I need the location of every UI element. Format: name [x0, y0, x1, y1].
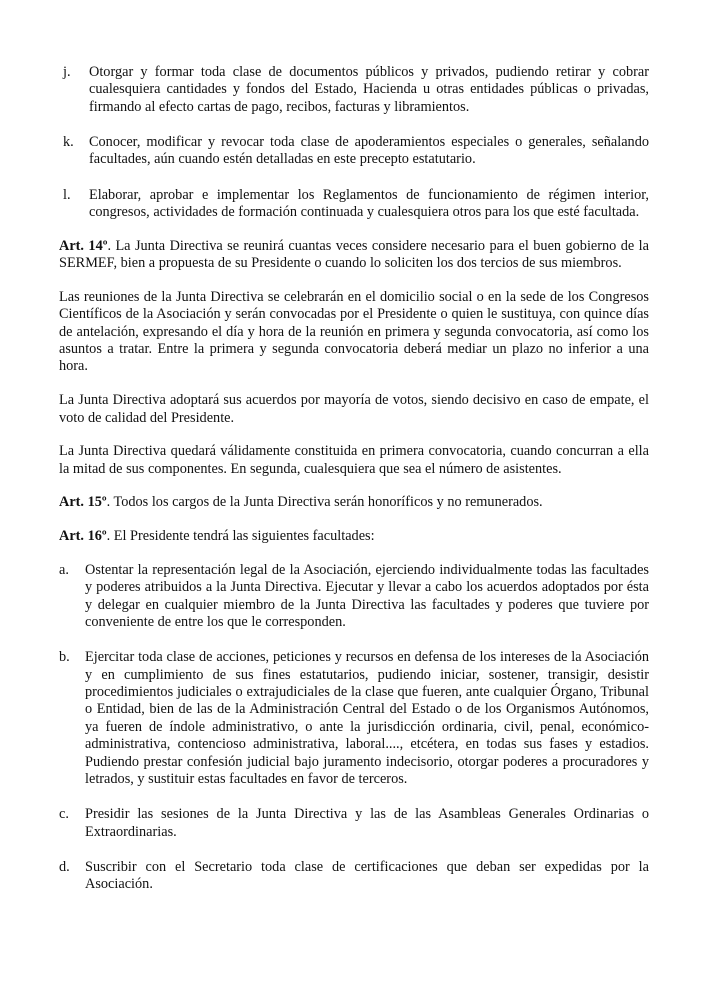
article-15-label: Art. 15º	[59, 494, 107, 511]
list-item-l	[63, 187, 649, 222]
list-item-b	[59, 649, 649, 788]
list-marker: d.	[59, 858, 70, 875]
list-marker: c.	[59, 806, 69, 823]
article-14-text: . La Junta Directiva se reunirá cuantas veces considere necesario para el buen gobierno de la SERMEF, bien a propuesta de su Presidente o cuando lo soliciten los dos tercios de sus miembros.	[59, 237, 649, 272]
list-item-c	[59, 806, 649, 841]
list-marker: b.	[59, 649, 70, 666]
list-item-j	[63, 64, 649, 116]
list-item-text: Otorgar y formar toda clase de documentos públicos y privados, pudiendo retirar y cobrar cualesquiera cantidades y fondos del Estado, Hacienda u otras entidades públicas o privadas, firmando al efecto cartas de pago, recibos, facturas y libramientos.	[89, 64, 649, 115]
list-marker: j.	[63, 64, 71, 80]
article-15-text: . Todos los cargos de la Junta Directiva serán honoríficos y no remunerados.	[106, 494, 543, 511]
list-item-a	[59, 562, 649, 632]
list-marker: k.	[63, 134, 74, 151]
article-16-label: Art. 16º	[59, 528, 107, 545]
article-14-meetings-paragraph: Las reuniones de la Junta Directiva se celebrarán en el domicilio social o en la sede de los Congresos Científicos de la Asociación y serán convocadas por el Presidente o quien le sustituya, con quince días de antelación, expresando el día y hora de la reunión en primera y segunda convocatoria, así como los asuntos a tratar. Entre la primera y segunda convocatoria deberá mediar un plazo no inferior a una hora.	[59, 288, 649, 375]
list-item-text: Ostentar la representación legal de la Asociación, ejerciendo individualmente todas las facultades y poderes atribuidos a la Junta Directiva. Ejecutar y llevar a cabo los acuerdos adoptados por ésta y delegar en cualquier miembro de la Junta Directiva las facultades y poderes que tuviere por conveniente de entre los que le corresponden.	[85, 561, 649, 631]
article-16-paragraph	[59, 528, 649, 545]
article-14-voting-paragraph: La Junta Directiva adoptará sus acuerdos por mayoría de votos, siendo decisivo en caso de empate, el voto de calidad del Presidente.	[59, 392, 649, 426]
list-item-text: Conocer, modificar y revocar toda clase de apoderamientos especiales o generales, señalando facultades, aún cuando estén detalladas en este precepto estatutario.	[89, 134, 649, 168]
list-item-text: Elaborar, aprobar e implementar los Reglamentos de funcionamiento de régimen interior, congresos, actividades de formación continuada y cualesquiera otros para los que esté facultada.	[89, 186, 649, 221]
list-item-d	[59, 859, 649, 894]
article-15-paragraph	[59, 494, 649, 511]
list-marker: l.	[63, 186, 71, 203]
president-powers-list	[59, 562, 649, 894]
document-page	[59, 64, 649, 894]
list-item-text: Suscribir con el Secretario toda clase de certificaciones que deban ser expedidas por la Asociación.	[85, 858, 649, 893]
list-item-k	[63, 134, 649, 169]
list-item-text: Presidir las sesiones de la Junta Directiva y las de las Asambleas Generales Ordinarias o Extraordinarias.	[85, 806, 649, 840]
list-item-text: Ejercitar toda clase de acciones, peticiones y recursos en defensa de los intereses de la Asociación y en cumplimiento de sus fines estatutarios, pudiendo iniciar, sostener, transigir, desistir procedimientos judiciales o extrajudiciales de la clase que fueren, ante cualquier Órgano, Tribunal o Entidad, bien de las de la Administración Central del Estado o de los Organismos Autónomos, ya fueren de índole administrativo, o ante la jurisdicción ordinaria, civil, penal, económico-administrativa, contencioso administrativa, laboral...., etcétera, en todas sus fases y estadios. Pudiendo prestar confesión judicial bajo juramento indecisorio, otorgar poderes a procuradores y letrados, y sustituir estas facultades en favor de terceros.	[85, 649, 649, 788]
article-14-paragraph	[59, 238, 649, 273]
article-16-text: . El Presidente tendrá las siguientes facultades:	[106, 528, 375, 545]
article-14-quorum-paragraph: La Junta Directiva quedará válidamente constituida en primera convocatoria, cuando concurran a ella la mitad de sus componentes. En segunda, cualesquiera que sea el número de asistentes.	[59, 443, 649, 477]
powers-list-continued	[59, 64, 649, 221]
list-marker: a.	[59, 561, 69, 578]
article-14-label: Art. 14º	[59, 237, 108, 254]
